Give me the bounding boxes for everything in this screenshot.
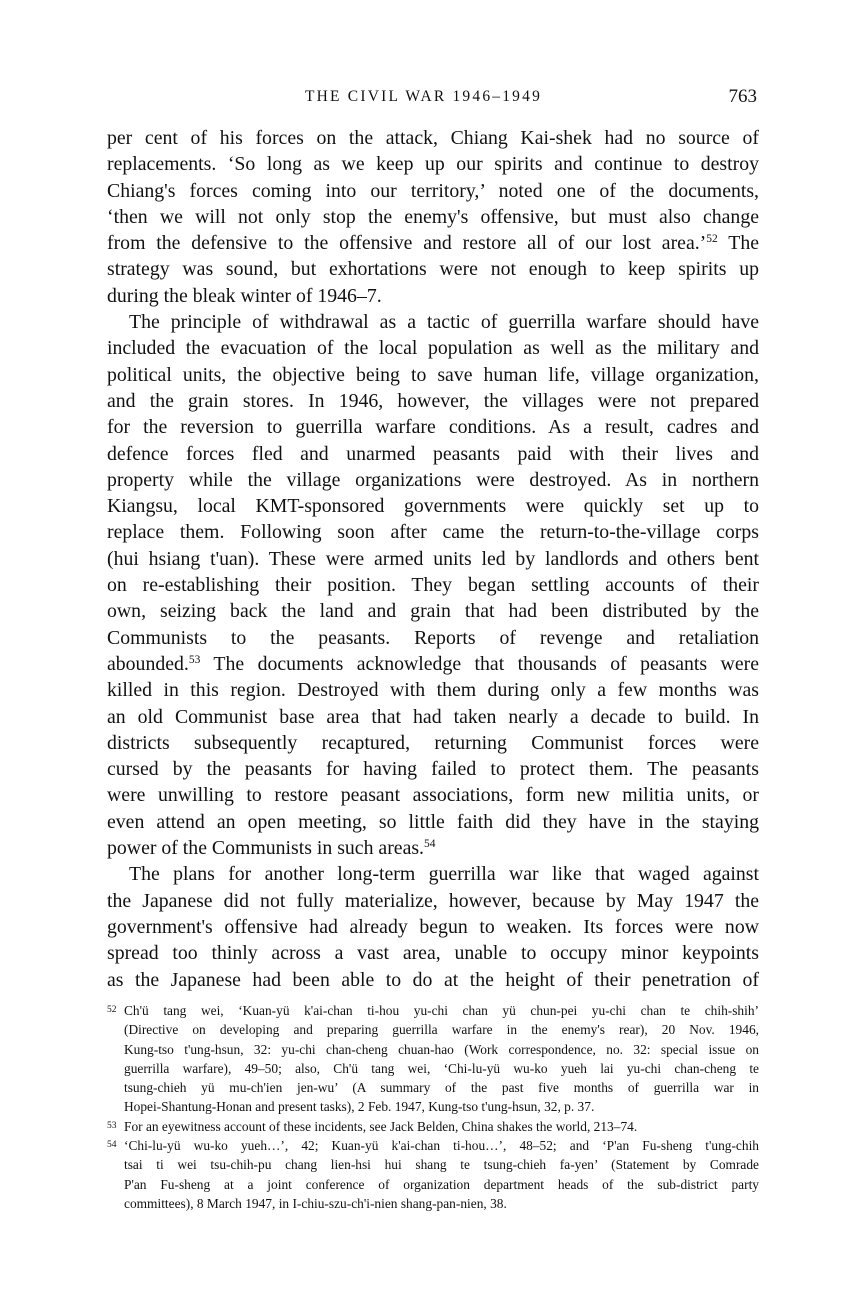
body-text xyxy=(107,125,759,993)
text-line xyxy=(107,677,759,703)
text-line xyxy=(107,967,759,993)
text-line xyxy=(107,467,759,493)
line-text: as the Japanese had been able to do at the height of their penetration of xyxy=(107,968,759,991)
text-line xyxy=(107,651,759,677)
line-text: even attend an open meeting, so little faith did they have in the staying xyxy=(107,810,759,833)
line-text: spread too thinly across a vast area, unable to occupy minor keypoints xyxy=(107,942,759,965)
line-text: an old Communist base area that had taken nearly a decade to build. In xyxy=(107,705,759,728)
text-line xyxy=(107,441,759,467)
footnote-line xyxy=(107,1097,759,1116)
text-line xyxy=(107,546,759,572)
footnote-text: Kung-tso t'ung-hsun, 32: yu-chi chan-cheng chuan-hao (Work correspondence, no. 32: special issue on xyxy=(124,1041,759,1057)
text-line xyxy=(107,888,759,914)
text-line xyxy=(107,704,759,730)
text-line xyxy=(107,178,759,204)
footnote-line xyxy=(107,1155,759,1174)
line-text: the Japanese did not fully materialize, however, because by May 1947 the xyxy=(107,889,759,912)
footnote-ref: 54 xyxy=(424,838,436,851)
line-text: killed in this region. Destroyed with them during only a few months was xyxy=(107,679,759,702)
text-line xyxy=(107,940,759,966)
line-text: political units, the objective being to save human life, village organization, xyxy=(107,363,759,386)
running-title: THE CIVIL WAR 1946–1949 xyxy=(305,88,543,105)
footnote-text: For an eyewitness account of these incidents, see Jack Belden, China shakes the world, 213–74. xyxy=(124,1118,638,1134)
text-line xyxy=(107,283,759,309)
footnote-text: (Directive on developing and preparing guerrilla warfare in the enemy's rear), 20 Nov. 1946, xyxy=(124,1022,759,1038)
line-text: abounded. xyxy=(107,652,189,675)
line-text: Communists to the peasants. Reports of revenge and retaliation xyxy=(107,626,759,649)
line-text: included the evacuation of the local population as well as the military and xyxy=(107,337,759,360)
line-text: The xyxy=(717,232,759,255)
text-line xyxy=(107,309,759,335)
text-line xyxy=(107,782,759,808)
line-text: strategy was sound, but exhortations were not enough to keep spirits up xyxy=(107,258,759,281)
text-line xyxy=(107,493,759,519)
line-text: defence forces fled and unarmed peasants paid with their lives and xyxy=(107,442,759,465)
footnote-line xyxy=(107,1020,759,1039)
footnote-line xyxy=(107,1194,759,1213)
line-text: The plans for another long-term guerrilla war like that waged against xyxy=(129,863,759,886)
text-line xyxy=(107,730,759,756)
footnote-text: tsung-chieh yü mu-ch'ien jen-wu’ (A summary of the past five months of guerrilla war in xyxy=(124,1080,759,1096)
line-text: replace them. Following soon after came the return-to-the-village corps xyxy=(107,521,759,544)
text-line xyxy=(107,861,759,887)
footnote-line xyxy=(107,1040,759,1059)
line-text: Chiang's forces coming into our territory,’ noted one of the documents, xyxy=(107,179,759,202)
footnote-line xyxy=(107,1175,759,1194)
line-text: government's offensive had already begun to weaken. Its forces were now xyxy=(107,915,759,938)
line-text: cursed by the peasants for having failed to protect them. The peasants xyxy=(107,758,759,781)
footnote-line xyxy=(107,1059,759,1078)
footnote-line: 54 ‘Chi-lu-yü wu-ko yueh…’, 42; Kuan-yü k'ai-chan ti-hou…’, 48–52; and ‘P'an Fu-sheng t'ung-chih xyxy=(107,1138,759,1154)
text-line xyxy=(107,256,759,282)
text-line xyxy=(107,151,759,177)
line-text: ‘then we will not only stop the enemy's offensive, but must also change xyxy=(107,205,759,228)
line-text: power of the Communists in such areas. xyxy=(107,837,424,860)
line-text: were unwilling to restore peasant associations, form new militia units, or xyxy=(107,784,759,807)
text-line xyxy=(107,414,759,440)
line-text: and the grain stores. In 1946, however, the villages were not prepared xyxy=(107,389,759,412)
footnote-ref: 52 xyxy=(706,233,718,246)
footnote-text: Ch'ü tang wei, ‘Kuan-yü k'ai-chan ti-hou yu-chi chan yü chun-pei yu-chi chan te chih-shih’ xyxy=(124,1003,759,1018)
line-text: districts subsequently recaptured, returning Communist forces were xyxy=(107,731,759,754)
footnote-text: tsai ti wei tsu-chih-pu chang lien-hsi hui shang te tsung-chieh fa-yen’ (Statement by Comrade xyxy=(124,1157,759,1173)
line-text: The principle of withdrawal as a tactic of guerrilla warfare should have xyxy=(129,311,759,334)
line-text: on re-establishing their position. They began settling accounts of their xyxy=(107,574,759,597)
text-line xyxy=(107,519,759,545)
footnote-text: P'an Fu-sheng at a joint conference of organization department heads of the sub-district party xyxy=(124,1176,759,1192)
line-text: for the reversion to guerrilla warfare conditions. As a result, cadres and xyxy=(107,416,759,439)
text-line xyxy=(107,388,759,414)
footnote-line: 53 For an eyewitness account of these incidents, see Jack Belden, China shakes the world, 213–74. xyxy=(107,1118,638,1134)
line-text: Kiangsu, local KMT-sponsored governments were quickly set up to xyxy=(107,495,759,518)
line-text: from the defensive to the offensive and restore all of our lost area.’ xyxy=(107,232,707,255)
line-text: own, seizing back the land and grain that had been distributed by the xyxy=(107,600,759,623)
footnote-text: Hopei-Shantung-Honan and present tasks), 2 Feb. 1947, Kung-tso t'ung-hsun, 32, p. 37. xyxy=(124,1099,595,1115)
text-line xyxy=(107,914,759,940)
footnotes xyxy=(107,1001,759,1213)
text-line xyxy=(107,809,759,835)
text-line xyxy=(107,204,759,230)
line-text: during the bleak winter of 1946–7. xyxy=(107,284,382,307)
running-header xyxy=(107,86,757,116)
text-line xyxy=(107,756,759,782)
line-text: The documents acknowledge that thousands of peasants were xyxy=(200,652,759,675)
text-line xyxy=(107,230,759,256)
line-text: replacements. ‘So long as we keep up our spirits and continue to destroy xyxy=(107,153,759,176)
footnote-ref: 53 xyxy=(188,653,201,666)
footnote-line: 52 Ch'ü tang wei, ‘Kuan-yü k'ai-chan ti-hou yu-chi chan yü chun-pei yu-chi chan te chih-shih’ xyxy=(107,1003,759,1018)
text-line xyxy=(107,335,759,361)
text-line xyxy=(107,625,759,651)
page-number: 763 xyxy=(728,86,757,107)
text-line xyxy=(107,572,759,598)
footnote-text: guerrilla warfare), 49–50; also, Ch'ü tang wei, ‘Chi-lu-yü wu-ko yueh lai yu-chi chan-cheng te xyxy=(124,1060,759,1076)
footnote-text: committees), 8 March 1947, in I-chiu-szu-ch'i-nien shang-pan-nien, 38. xyxy=(124,1195,507,1211)
line-text: (hui hsiang t'uan). These were armed units led by landlords and others bent xyxy=(107,547,759,570)
text-line xyxy=(107,362,759,388)
text-line xyxy=(107,125,759,151)
line-text: per cent of his forces on the attack, Chiang Kai-shek had no source of xyxy=(107,127,759,149)
text-line xyxy=(107,598,759,624)
footnote-text: ‘Chi-lu-yü wu-ko yueh…’, 42; Kuan-yü k'ai-chan ti-hou…’, 48–52; and ‘P'an Fu-sheng t'ung-chih xyxy=(124,1138,759,1154)
footnote-line xyxy=(107,1078,759,1097)
text-line xyxy=(107,835,759,861)
line-text: property while the village organizations were destroyed. As in northern xyxy=(107,468,759,491)
